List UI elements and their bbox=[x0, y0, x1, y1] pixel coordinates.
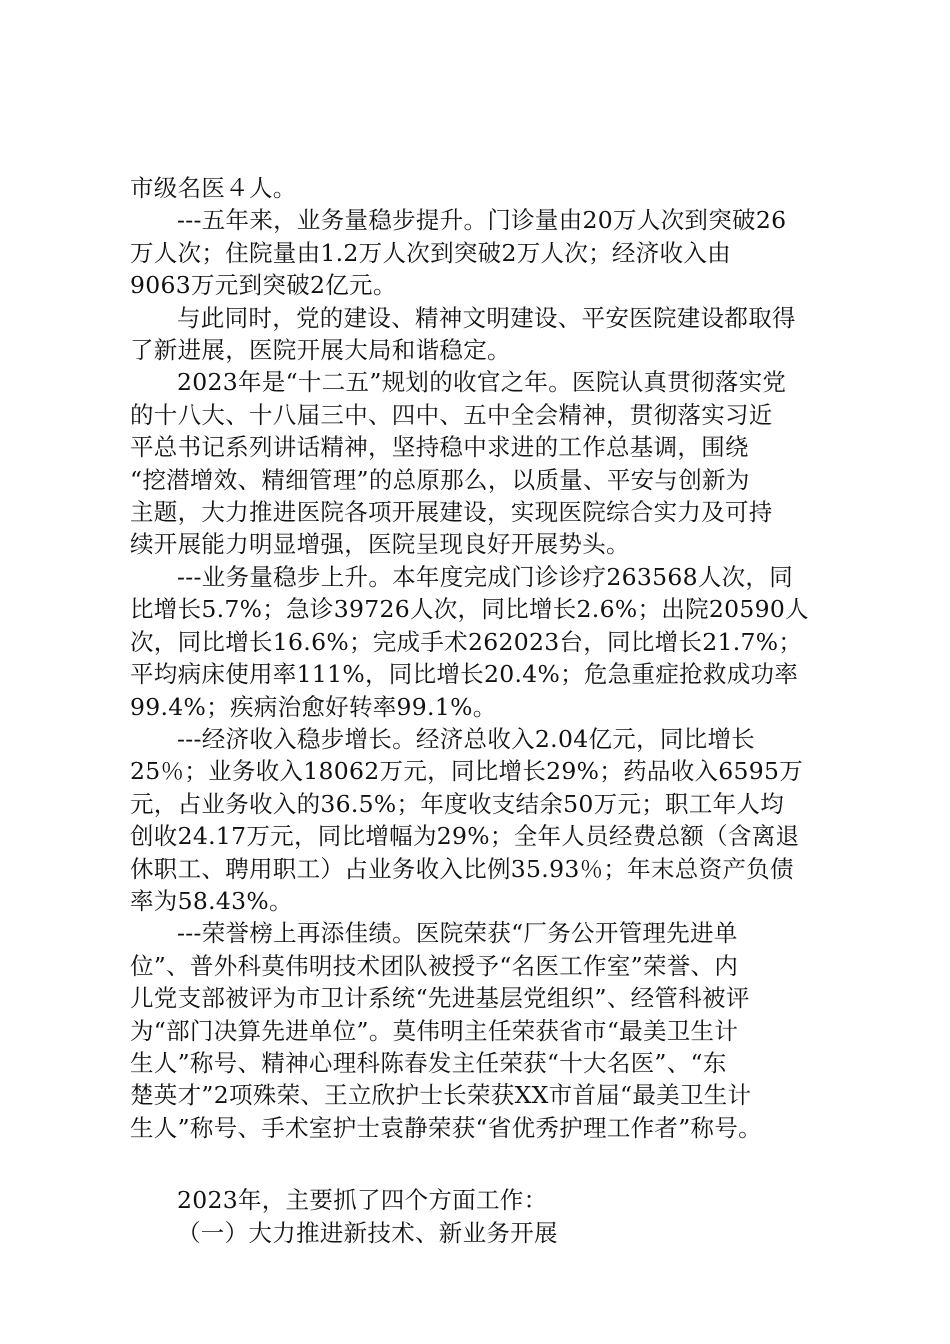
text-line: 生人”称号、精神心理科陈春发主任荣获“十大名医”、“东 bbox=[130, 1048, 727, 1077]
section-intro bbox=[130, 1184, 830, 1216]
text-line: 的十八大、十八届三中、四中、五中全会精神，贯彻落实习近 bbox=[130, 400, 773, 429]
text-line: 平均病床使用率111%，同比增长20.4%；危急重症抢救成功率 bbox=[130, 660, 799, 689]
text-line: 平总书记系列讲话精神，坚持稳中求进的工作总基调，围绕 bbox=[130, 433, 749, 462]
text-line: 元，占业务收入的36.5%；年度收支结余50万元；职工年人均 bbox=[130, 789, 785, 818]
text-line: 儿党支部被评为市卫计系统“先进基层党组织”、经管科被评 bbox=[130, 984, 750, 1013]
text-line: 万人次；住院量由1.2万人次到突破2万人次；经济收入由 bbox=[130, 238, 731, 267]
text-line: 了新进展，医院开展大局和谐稳定。 bbox=[130, 336, 511, 365]
text-line: 生人”称号、手术室护士袁静荣获“省优秀护理工作者”称号。 bbox=[130, 1113, 762, 1142]
paragraph-1 bbox=[130, 172, 830, 204]
text-line: ---荣誉榜上再添佳绩。医院荣获“厂务公开管理先进单 bbox=[177, 919, 738, 948]
text-line: 比增长5.7%；急诊39726人次，同比增长2.6%；出院20590人 bbox=[130, 595, 809, 624]
text-line: 与此同时，党的建设、精神文明建设、平安医院建设都取得 bbox=[177, 303, 796, 332]
text-line: ---五年来，业务量稳步提升。门诊量由20万人次到突破26 bbox=[177, 206, 787, 235]
document-body bbox=[130, 172, 830, 1249]
text-line: 2023年，主要抓了四个方面工作： bbox=[177, 1186, 548, 1215]
section-heading bbox=[130, 1217, 830, 1249]
text-line: 主题，大力推进医院各项开展建设，实现医院综合实力及可持 bbox=[130, 498, 773, 527]
paragraph-6 bbox=[130, 723, 830, 917]
text-line: ---经济收入稳步增长。经济总收入2.04亿元，同比增长 bbox=[177, 724, 756, 753]
text-line: 次，同比增长16.6%；完成手术262023台，同比增长21.7%； bbox=[130, 627, 803, 656]
text-line: 市级名医４人。 bbox=[130, 174, 297, 202]
text-line: 为“部门决算先进单位”。莫伟明主任荣获省市“最美卫生计 bbox=[130, 1016, 739, 1045]
text-line: （一）大力推进新技术、新业务开展 bbox=[177, 1218, 558, 1247]
paragraph-4 bbox=[130, 366, 830, 560]
paragraph-2 bbox=[130, 204, 830, 301]
text-line: “挖潜增效、精细管理”的总原那么，以质量、平安与创新为 bbox=[130, 465, 750, 494]
text-line: 楚英才”2项殊荣、王立欣护士长荣获XX市首届“最美卫生计 bbox=[130, 1081, 752, 1110]
text-line: 9063万元到突破2亿元。 bbox=[130, 271, 397, 300]
text-line: ---业务量稳步上升。本年度完成门诊诊疗263568人次，同 bbox=[177, 562, 794, 591]
text-line: 25％；业务收入18062万元，同比增长29%；药品收入6595万 bbox=[130, 757, 804, 786]
text-line: 99.4%；疾病治愈好转率99.1%。 bbox=[130, 692, 497, 721]
text-line: 位”、普外科莫伟明技术团队被授予“名医工作室”荣誉、内 bbox=[130, 951, 739, 980]
text-line: 续开展能力明显增强，医院呈现良好开展势头。 bbox=[130, 530, 630, 559]
text-line: 休职工、聘用职工）占业务收入比例35.93％；年末总资产负债 bbox=[130, 854, 794, 883]
text-line: 创收24.17万元，同比增幅为29%；全年人员经费总额（含离退 bbox=[130, 822, 800, 851]
paragraph-3 bbox=[130, 302, 830, 367]
paragraph-5 bbox=[130, 561, 830, 723]
section-gap bbox=[130, 1144, 830, 1184]
text-line: 2023年是“十二五”规划的收官之年。医院认真贯彻落实党 bbox=[177, 368, 787, 397]
paragraph-7 bbox=[130, 917, 830, 1144]
text-line: 率为58.43%。 bbox=[130, 886, 293, 915]
